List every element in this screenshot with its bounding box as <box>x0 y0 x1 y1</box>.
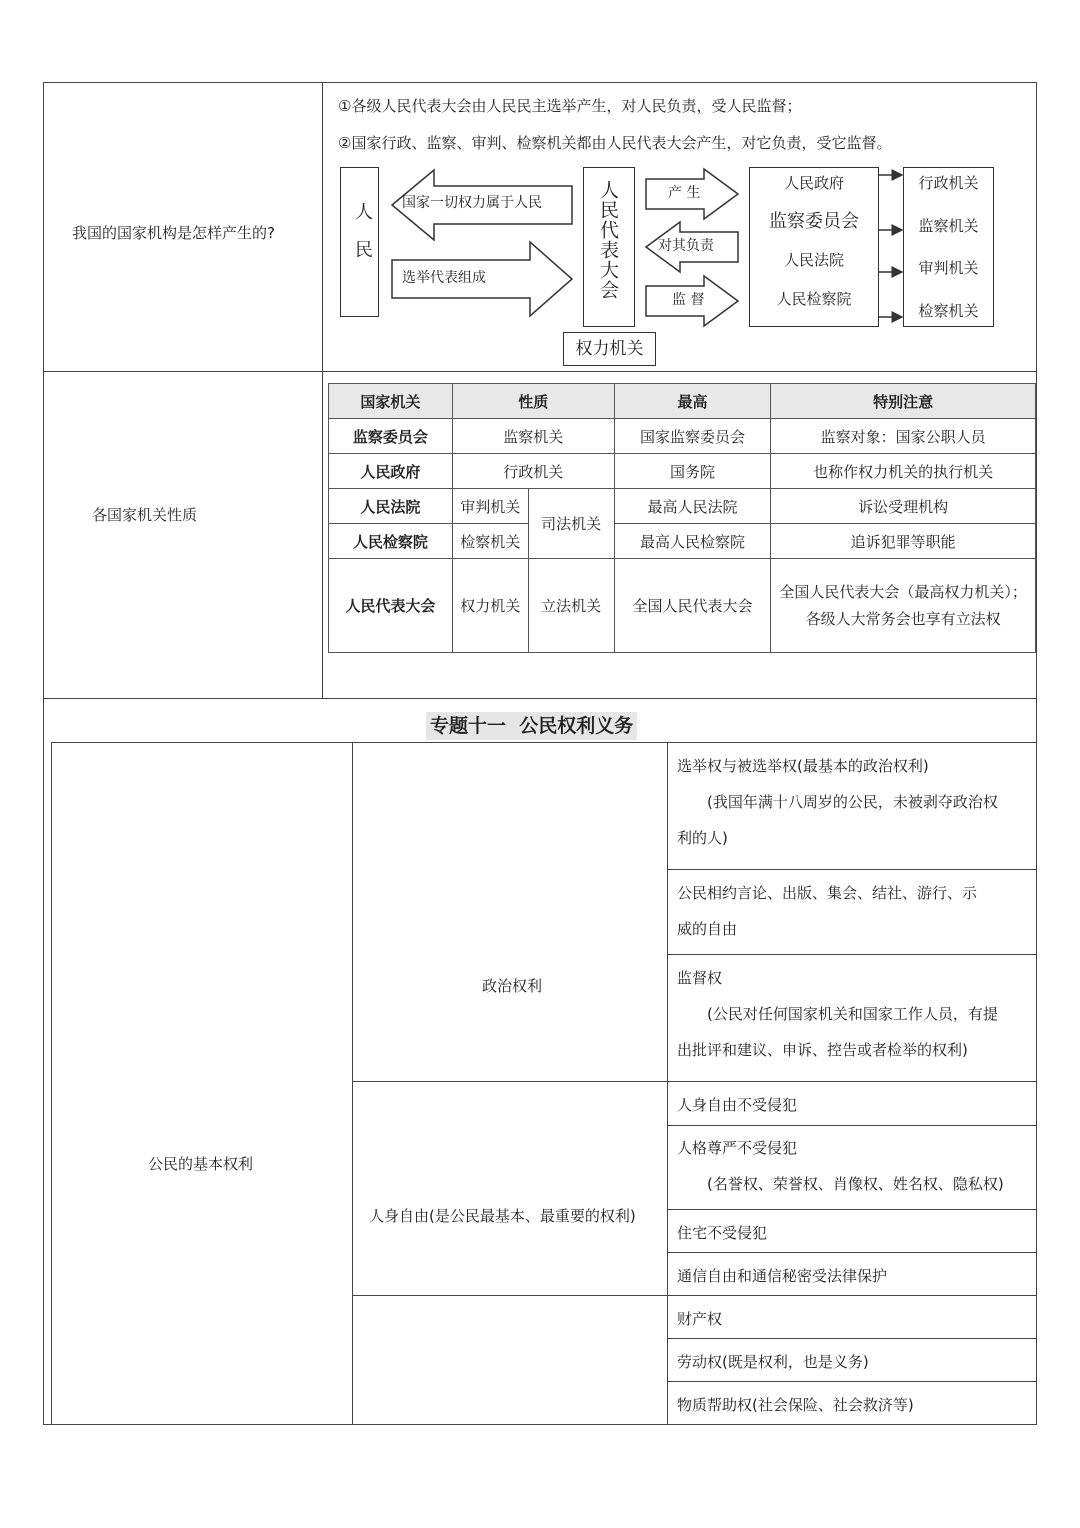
personal-item-3: 住宅不受侵犯 <box>677 1224 768 1242</box>
row-highest: 全国人民代表大会 <box>614 559 771 653</box>
other-item-1: 财产权 <box>677 1310 723 1328</box>
point-2: ②国家行政、监察、审判、检察机关都由人民代表大会产生，对它负责，受它监督。 <box>338 134 892 152</box>
section-title-text: 专题十一 公民权利义务 <box>430 715 634 737</box>
row-highest: 最高人民检察院 <box>614 524 771 559</box>
speech-freedom-cell <box>677 875 977 947</box>
type-admin: 行政机关 <box>918 174 979 192</box>
row-nature-2: 立法机关 <box>528 559 614 653</box>
row-nature: 监察机关 <box>452 419 614 454</box>
judicial-organ: 司法机关 <box>528 489 614 559</box>
arrow-left-label: 国家一切权力属于人民 <box>402 195 542 211</box>
political-rights-label: 政治权利 <box>482 977 543 995</box>
header-organ: 国家机关 <box>329 384 453 419</box>
organ-supervisory: 监察委员会 <box>769 211 859 232</box>
power-organ-label: 权力机关 <box>575 339 644 359</box>
row-highest: 国家监察委员会 <box>614 419 771 454</box>
other-item-2: 劳动权(既是权利，也是义务) <box>677 1353 869 1371</box>
speech-line-1: 公民相约言论、出版、集会、结社、游行、示 <box>677 884 978 902</box>
speech-line-2: 威的自由 <box>677 920 738 938</box>
row-organ: 人民检察院 <box>329 524 453 559</box>
header-nature: 性质 <box>452 384 614 419</box>
organ-court: 人民法院 <box>783 251 844 269</box>
personal-item-2-note: (名誉权、荣誉权、肖像权、姓名权、隐私权) <box>707 1175 1004 1193</box>
connector-arrows-icon <box>878 167 906 327</box>
row-note: 追诉犯罪等职能 <box>771 524 1036 559</box>
organ-procuratorate: 人民检察院 <box>776 290 852 308</box>
header-highest: 最高 <box>614 384 771 419</box>
supervise-note-1: (公民对任何国家机关和国家工作人员，有提 <box>707 1005 998 1023</box>
vote-note-2: 利的人) <box>677 829 728 847</box>
row-note <box>771 559 1036 653</box>
row-nature: 行政机关 <box>452 454 614 489</box>
people-box <box>340 167 379 317</box>
people-label: 人民 <box>352 202 373 278</box>
personal-item-1: 人身自由不受侵犯 <box>677 1096 798 1114</box>
power-organ-box <box>563 332 656 366</box>
produce-label: 产 生 <box>668 185 701 201</box>
point-1: ①各级人民代表大会由人民民主选举产生，对人民负责，受人民监督； <box>338 97 802 115</box>
organ-nature-table <box>328 383 1036 653</box>
row-nature: 检察机关 <box>452 524 528 559</box>
table-row <box>329 419 1036 454</box>
table-row <box>329 454 1036 489</box>
type-judicial: 审判机关 <box>918 259 979 277</box>
row-highest: 最高人民法院 <box>614 489 771 524</box>
vote-right-cell <box>677 748 998 856</box>
question-organ-origin: 我国的国家机构是怎样产生的? <box>72 224 275 242</box>
supervise-right-cell <box>677 960 998 1068</box>
supervise-title: 监督权 <box>677 969 723 987</box>
header-note: 特别注意 <box>771 384 1036 419</box>
row-organ: 监察委员会 <box>329 419 453 454</box>
basic-rights-label: 公民的基本权利 <box>148 1155 254 1173</box>
npc-label: 人民代表大会 <box>597 180 619 300</box>
arrow-right-label: 选举代表组成 <box>402 270 486 286</box>
table-header-row <box>329 384 1036 419</box>
vote-note-1: (我国年满十八周岁的公民，未被剥夺政治权 <box>707 793 998 811</box>
table-row <box>329 524 1036 559</box>
section-title <box>426 712 637 740</box>
note-line-2: 各级人大常务会也享有立法权 <box>805 609 1001 628</box>
type-procuratorial: 检察机关 <box>918 302 979 320</box>
personal-item-2: 人格尊严不受侵犯 <box>677 1139 798 1157</box>
other-item-3: 物质帮助权(社会保险、社会救济等) <box>677 1396 914 1414</box>
personal-freedom-label: 人身自由(是公民最基本、最重要的权利) <box>369 1207 636 1225</box>
row-note: 也称作权力机关的执行机关 <box>771 454 1036 489</box>
row-note: 监察对象：国家公职人员 <box>771 419 1036 454</box>
row-organ: 人民代表大会 <box>329 559 453 653</box>
personal-item-4: 通信自由和通信秘密受法律保护 <box>677 1267 888 1285</box>
type-supervisory: 监察机关 <box>918 217 979 235</box>
note-line-1: 全国人民代表大会（最高权力机关）； <box>779 582 1027 601</box>
vote-title: 选举权与被选举权(最基本的政治权利) <box>677 757 929 775</box>
table-row <box>329 489 1036 524</box>
row-organ: 人民政府 <box>329 454 453 489</box>
responsible-label: 对其负责 <box>658 238 714 254</box>
npc-box <box>583 167 635 327</box>
supervise-label: 监 督 <box>672 292 705 308</box>
table-row <box>329 559 1036 653</box>
row-organ: 人民法院 <box>329 489 453 524</box>
supervise-note-2: 出批评和建议、申诉、控告或者检举的权利) <box>677 1041 968 1059</box>
dignity-cell <box>677 1130 1004 1202</box>
question-organ-nature: 各国家机关性质 <box>92 506 198 524</box>
organ-government: 人民政府 <box>783 174 844 192</box>
row-nature: 审判机关 <box>452 489 528 524</box>
row-highest: 国务院 <box>614 454 771 489</box>
row-note: 诉讼受理机构 <box>771 489 1036 524</box>
row-nature: 权力机关 <box>452 559 528 653</box>
